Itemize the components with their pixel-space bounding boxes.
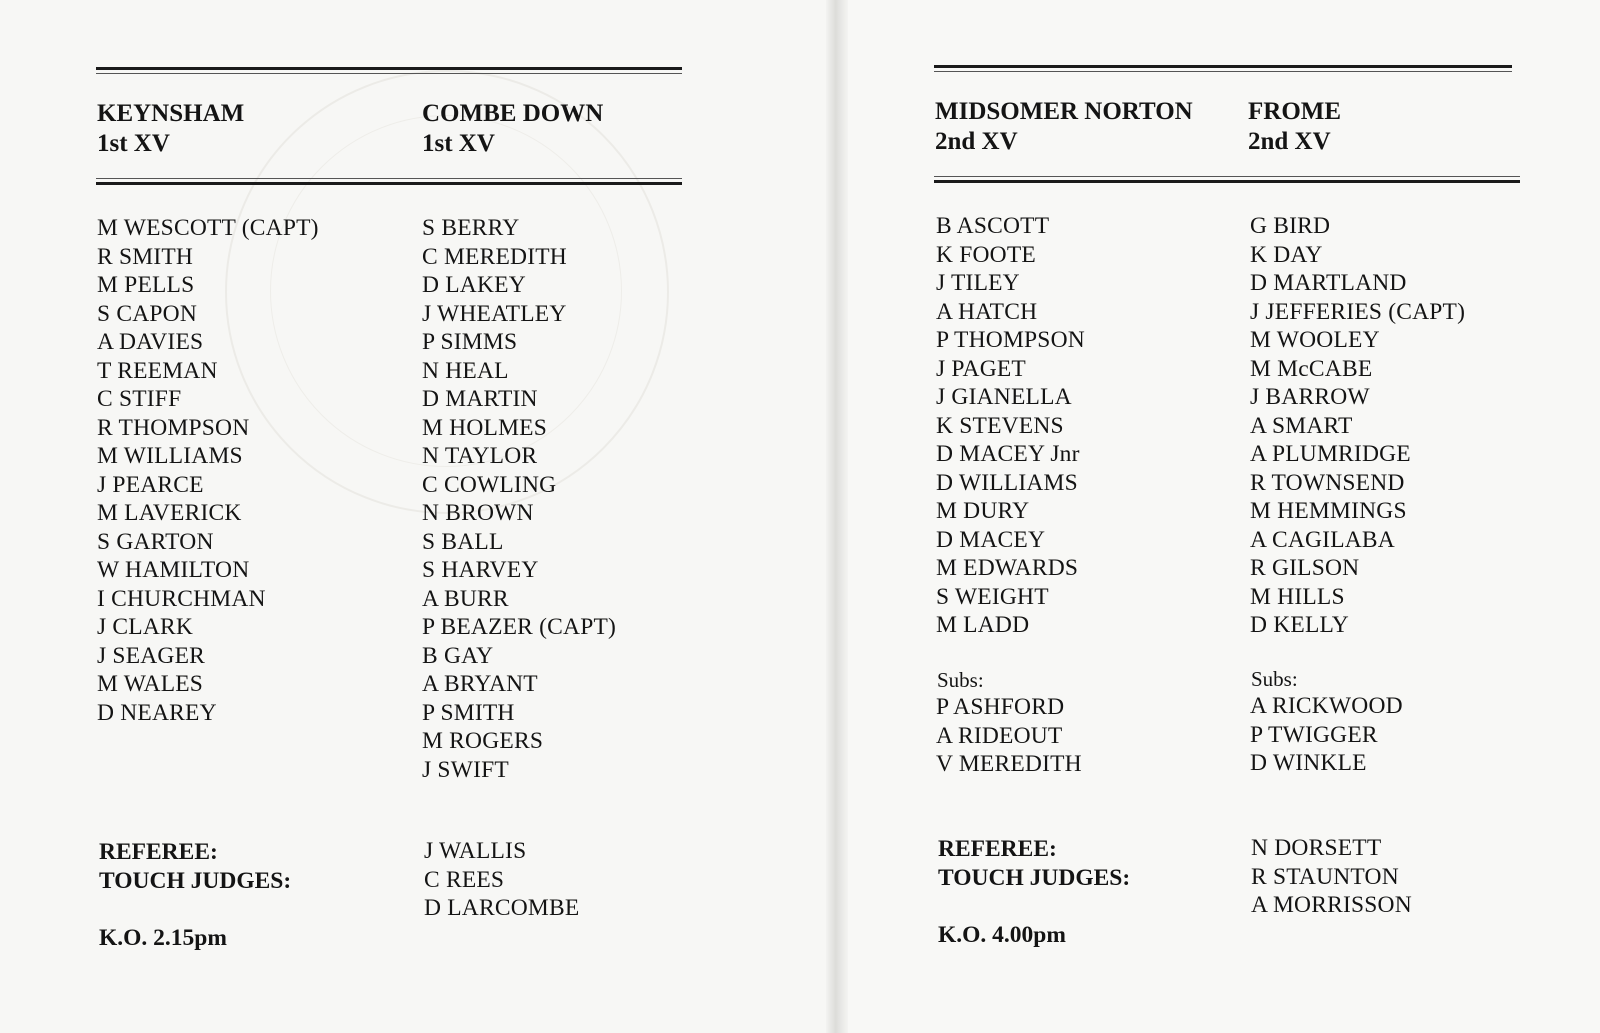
player: M HILLS: [1250, 583, 1345, 610]
player: C COWLING: [422, 471, 557, 498]
player: T REEMAN: [97, 357, 218, 384]
player: G BIRD: [1250, 213, 1331, 239]
player: A PLUMRIDGE: [1250, 441, 1411, 467]
header-bottom-rule: [934, 180, 1520, 183]
officials-list: [424, 837, 579, 923]
player: M DURY: [936, 498, 1030, 524]
player: D MARTIN: [422, 386, 538, 412]
away-team-name: COMBE DOWN: [422, 100, 604, 127]
player: J WHEATLEY: [422, 300, 567, 327]
player: A BRYANT: [422, 671, 538, 697]
player: D MACEY Jnr: [936, 441, 1080, 467]
player: M HOLMES: [422, 414, 547, 441]
player: P BEAZER (CAPT): [422, 614, 617, 640]
player: M ROGERS: [422, 728, 544, 754]
player: M McCABE: [1250, 355, 1373, 382]
referee-name: N DORSETT: [1251, 835, 1382, 861]
header-bottom-rule-thin: [96, 178, 682, 179]
player: P THOMPSON: [936, 327, 1085, 353]
player: D KELLY: [1250, 612, 1349, 638]
player: J PEARCE: [97, 471, 204, 498]
player: R TOWNSEND: [1250, 469, 1405, 496]
touch-judge-name: C REES: [424, 866, 505, 893]
player: J JEFFERIES (CAPT): [1250, 298, 1466, 325]
away-subs-label: Subs:: [1251, 667, 1298, 691]
player: D NEAREY: [97, 699, 217, 726]
player: A DAVIES: [97, 329, 204, 355]
player: K FOOTE: [936, 241, 1036, 268]
home-team-name: MIDSOMER NORTON: [935, 98, 1193, 125]
player: S HARVEY: [422, 557, 539, 583]
home-team-side: 1st XV: [97, 130, 170, 157]
header-top-rule: [96, 67, 682, 70]
referee-label: REFEREE:: [99, 839, 218, 865]
header-bottom-rule: [96, 182, 682, 185]
player: W HAMILTON: [97, 557, 250, 583]
player: P SIMMS: [422, 329, 518, 355]
player: N TAYLOR: [422, 443, 538, 469]
touch-judge-name: D LARCOMBE: [424, 895, 580, 921]
header-top-rule-thin: [96, 73, 682, 74]
away-team-heading: [422, 99, 603, 159]
kickoff-time: K.O. 2.15pm: [99, 925, 227, 951]
player: S WEIGHT: [936, 583, 1049, 610]
substitute: A RICKWOOD: [1250, 693, 1403, 719]
player: J SWIFT: [422, 756, 509, 783]
player: R THOMPSON: [97, 414, 250, 441]
player: M HEMMINGS: [1250, 498, 1407, 524]
home-team-list: [936, 212, 1085, 640]
player: A SMART: [1250, 412, 1353, 439]
player: A BURR: [422, 585, 509, 612]
header-top-rule-thin: [934, 71, 1512, 72]
player: S BERRY: [422, 215, 520, 241]
player: K STEVENS: [936, 412, 1064, 439]
header-top-rule: [934, 65, 1512, 68]
player: M LAVERICK: [97, 500, 242, 526]
player: J SEAGER: [97, 642, 206, 669]
away-team-name: FROME: [1248, 98, 1342, 125]
player: M LADD: [936, 612, 1030, 638]
officials-list: [1251, 834, 1412, 920]
player: N HEAL: [422, 357, 509, 384]
player: J PAGET: [936, 355, 1026, 382]
referee-label: REFEREE:: [938, 836, 1057, 862]
player: M WALES: [97, 671, 204, 697]
player: M PELLS: [97, 272, 195, 298]
player: D MACEY: [936, 526, 1046, 553]
kickoff-time: K.O. 4.00pm: [938, 922, 1066, 948]
player: P SMITH: [422, 699, 515, 726]
touch-judges-label: TOUCH JUDGES:: [99, 868, 292, 894]
player: A HATCH: [936, 298, 1038, 325]
substitute: P TWIGGER: [1250, 721, 1378, 748]
player: M WOOLEY: [1250, 327, 1380, 353]
away-team-heading: [1248, 97, 1341, 157]
substitute: D WINKLE: [1250, 750, 1367, 776]
home-team-name: KEYNSHAM: [97, 100, 245, 127]
substitute: A RIDEOUT: [936, 722, 1063, 749]
away-team-side: 2nd XV: [1248, 128, 1331, 155]
player: C STIFF: [97, 386, 182, 412]
player: K DAY: [1250, 241, 1323, 268]
home-team-list: [97, 214, 319, 727]
home-team-heading: [935, 97, 1193, 157]
player: S BALL: [422, 528, 504, 555]
touch-judge-name: R STAUNTON: [1251, 863, 1399, 890]
away-team-list: [1250, 212, 1465, 640]
player: J BARROW: [1250, 384, 1370, 410]
player: S CAPON: [97, 300, 198, 327]
referee-name: J WALLIS: [424, 838, 527, 864]
player: R SMITH: [97, 243, 194, 270]
player: D WILLIAMS: [936, 469, 1078, 496]
substitute: V MEREDITH: [936, 751, 1082, 777]
player: B GAY: [422, 642, 494, 669]
page-gutter: [826, 0, 848, 1033]
player: M WESCOTT (CAPT): [97, 215, 319, 241]
player: D LAKEY: [422, 272, 526, 298]
home-subs-label: Subs:: [937, 668, 984, 692]
player: B ASCOTT: [936, 213, 1050, 239]
header-bottom-rule-thin: [934, 176, 1520, 177]
player: D MARTLAND: [1250, 270, 1407, 296]
home-subs-list: [936, 693, 1082, 779]
player: S GARTON: [97, 528, 214, 555]
touch-judges-label: TOUCH JUDGES:: [938, 865, 1131, 891]
home-team-side: 2nd XV: [935, 128, 1018, 155]
player: J TILEY: [936, 270, 1020, 296]
player: A CAGILABA: [1250, 526, 1395, 553]
player: N BROWN: [422, 500, 534, 526]
player: C MEREDITH: [422, 243, 567, 270]
substitute: P ASHFORD: [936, 694, 1065, 720]
player: I CHURCHMAN: [97, 585, 266, 612]
away-team-side: 1st XV: [422, 130, 495, 157]
player: J CLARK: [97, 614, 194, 640]
player: M EDWARDS: [936, 555, 1079, 581]
away-team-list: [422, 214, 616, 784]
touch-judge-name: A MORRISSON: [1251, 892, 1412, 918]
player: J GIANELLA: [936, 384, 1072, 410]
away-subs-list: [1250, 692, 1403, 778]
player: R GILSON: [1250, 555, 1360, 581]
player: M WILLIAMS: [97, 443, 243, 469]
home-team-heading: [97, 99, 244, 159]
